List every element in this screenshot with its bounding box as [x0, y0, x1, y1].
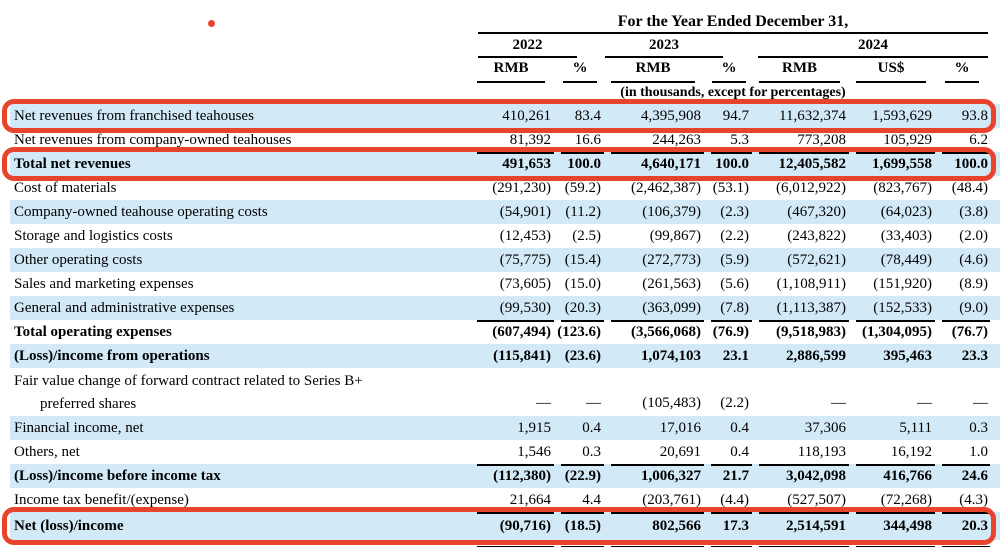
cell-value: 1,593,629 — [850, 104, 936, 128]
cell-value: (363,099) — [605, 296, 705, 320]
cell-value: — — [831, 395, 846, 411]
col-header-rmb-2023: RMB — [605, 57, 705, 83]
row-general-admin-expenses: General and administrative expenses (99,530) (20.3) (363,099) (7.8) (1,113,387) (152,533) (9.0) — [10, 296, 1000, 320]
cell-value: 93.8 — [936, 104, 1000, 128]
year-2024-group: 2024 — [753, 34, 1000, 58]
cell-value: 16.6 — [574, 132, 601, 148]
row-fair-value-change-forward-contract: Fair value change of forward contract related to Series B+ preferred shares — — (105,483) (2.2) — — — — [10, 368, 1000, 416]
cell-value: 17.3 — [705, 512, 753, 540]
col-header-rmb-2024: RMB — [753, 57, 850, 83]
col-header-rmb-2022: RMB — [471, 57, 555, 83]
row-loss-income-from-operations: (Loss)/income from operations (115,841) (23.6) 1,074,103 23.1 2,886,599 395,463 23.3 — [10, 344, 1000, 368]
cell-value: 5,111 — [850, 416, 936, 440]
cell-value: 0.4 — [705, 416, 753, 440]
cell-value: (99,530) — [471, 296, 555, 320]
col-header-pct-2023: % — [705, 57, 753, 83]
cell-value: (11.2) — [555, 200, 605, 224]
cell-value: — — [586, 395, 601, 411]
cell-value: (2,462,387) — [631, 180, 701, 196]
table-title: For the Year Ended December 31, — [478, 0, 988, 34]
cell-value: (33,403) — [880, 228, 932, 244]
cell-value: (54,901) — [471, 200, 555, 224]
cell-value: (272,773) — [605, 248, 705, 272]
cell-value: (823,767) — [873, 180, 932, 196]
cell-value: 773,208 — [797, 132, 846, 148]
cell-value: 5.3 — [730, 132, 749, 148]
cell-value: (15.4) — [555, 248, 605, 272]
cell-value: (203,761) — [642, 492, 701, 508]
row-others-net: Others, net 1,546 0.3 20,691 0.4 118,193 16,192 1.0 — [10, 440, 1000, 464]
cell-value: 410,261 — [471, 104, 555, 128]
cell-value: 2,886,599 — [753, 344, 850, 368]
cell-value: (9.0) — [936, 296, 1000, 320]
cell-value: (18.5) — [555, 512, 605, 540]
cell-value: (8.9) — [959, 276, 988, 292]
cell-value: (527,507) — [787, 492, 846, 508]
cell-value: (5.6) — [720, 276, 749, 292]
cell-value: 395,463 — [850, 344, 936, 368]
cell-value: (72,268) — [880, 492, 932, 508]
cell-value: (467,320) — [753, 200, 850, 224]
cell-value: 21,664 — [509, 492, 551, 508]
cell-value: (90,716) — [471, 512, 555, 540]
cell-value: (2.2) — [720, 228, 749, 244]
year-2023-group: 2023 — [605, 34, 753, 58]
cell-value: 11,632,374 — [753, 104, 850, 128]
cell-value: 1,006,327 — [605, 464, 705, 488]
cell-value: 802,566 — [605, 512, 705, 540]
cell-value: 0.3 — [582, 444, 601, 460]
cell-value: 0.4 — [730, 444, 749, 460]
cell-value: (48.4) — [951, 180, 988, 196]
cell-value: (9,518,983) — [753, 320, 850, 344]
cell-value: (243,822) — [787, 228, 846, 244]
cell-value: 118,193 — [797, 444, 846, 460]
cell-value: (3,566,068) — [605, 320, 705, 344]
cell-value: 344,498 — [850, 512, 936, 540]
cell-value: (12,453) — [499, 228, 551, 244]
cell-value: 17,016 — [605, 416, 705, 440]
cell-value: (1,113,387) — [753, 296, 850, 320]
cell-value: (76.9) — [705, 320, 753, 344]
cell-value: (4.6) — [936, 248, 1000, 272]
cell-value: (2.0) — [959, 228, 988, 244]
cell-value: (115,841) — [471, 344, 555, 368]
row-storage-logistics-costs: Storage and logistics costs (12,453) (2.5) (99,867) (2.2) (243,822) (33,403) (2.0) — [10, 224, 1000, 248]
cell-value: (99,867) — [649, 228, 701, 244]
cell-value: 6.2 — [969, 132, 988, 148]
cell-value: 4.4 — [582, 492, 601, 508]
cell-value: 416,766 — [850, 464, 936, 488]
cell-value: 1,074,103 — [605, 344, 705, 368]
cell-value: (20.3) — [555, 296, 605, 320]
row-financial-income-net: Financial income, net 1,915 0.4 17,016 0.4 37,306 5,111 0.3 — [10, 416, 1000, 440]
row-net-loss-income: Net (loss)/income (90,716) (18.5) 802,566 17.3 2,514,591 344,498 20.3 — [10, 512, 1000, 540]
cell-value: (572,621) — [753, 248, 850, 272]
cell-value: 1,699,558 — [850, 152, 936, 176]
year-2022-group: 2022 — [471, 34, 605, 58]
cell-value: (4.4) — [720, 492, 749, 508]
cell-value: 0.4 — [555, 416, 605, 440]
cell-value: (4.3) — [959, 492, 988, 508]
row-sales-marketing-expenses: Sales and marketing expenses (73,605) (15.0) (261,563) (5.6) (1,108,911) (151,920) (8.9) — [10, 272, 1000, 296]
cell-value: 100.0 — [555, 152, 605, 176]
cell-value: (1,304,095) — [850, 320, 936, 344]
cell-value: 491,653 — [471, 152, 555, 176]
row-income-tax-benefit-expense: Income tax benefit/(expense) 21,664 4.4 (203,761) (4.4) (527,507) (72,268) (4.3) — [10, 488, 1000, 512]
cell-value: (78,449) — [850, 248, 936, 272]
cell-value: 16,192 — [890, 444, 932, 460]
row-net-revenues-company-owned: Net revenues from company-owned teahouses 81,392 16.6 244,263 5.3 773,208 105,929 6.2 — [10, 128, 1000, 152]
cell-value: (73,605) — [499, 276, 551, 292]
col-header-pct-2022: % — [555, 57, 605, 83]
row-company-owned-operating-costs: Company-owned teahouse operating costs (54,901) (11.2) (106,379) (2.3) (467,320) (64,023) (3.8) — [10, 200, 1000, 224]
cell-value: — — [973, 395, 988, 411]
row-total-net-revenues: Total net revenues 491,653 100.0 4,640,171 100.0 12,405,582 1,699,558 100.0 — [10, 152, 1000, 176]
year-header-row — [10, 34, 1000, 57]
row-other-operating-costs: Other operating costs (75,775) (15.4) (272,773) (5.9) (572,621) (78,449) (4.6) — [10, 248, 1000, 272]
cell-value: 24.6 — [936, 464, 1000, 488]
cell-value: 105,929 — [883, 132, 932, 148]
cell-value: 244,263 — [652, 132, 701, 148]
cell-value: (112,380) — [471, 464, 555, 488]
cell-value: (152,533) — [850, 296, 936, 320]
red-dot-marker — [208, 20, 215, 27]
cell-value: — — [536, 395, 551, 411]
cell-value: (75,775) — [471, 248, 555, 272]
cell-value: (22.9) — [555, 464, 605, 488]
cell-value: 0.3 — [936, 416, 1000, 440]
cell-value: (2.5) — [572, 228, 601, 244]
cell-value: 21.7 — [705, 464, 753, 488]
cell-value: (261,563) — [642, 276, 701, 292]
cell-value: (15.0) — [564, 276, 601, 292]
cell-value: 37,306 — [753, 416, 850, 440]
cell-value: 23.1 — [705, 344, 753, 368]
cell-value: 12,405,582 — [753, 152, 850, 176]
cell-value: 81,392 — [509, 132, 551, 148]
cell-value: 2,514,591 — [753, 512, 850, 540]
cell-value: (59.2) — [564, 180, 601, 196]
cell-value: 4,640,171 — [605, 152, 705, 176]
cell-value: 20,691 — [659, 444, 701, 460]
row-cost-of-materials: Cost of materials (291,230) (59.2) (2,462,387) (53.1) (6,012,922) (823,767) (48.4) — [10, 176, 1000, 200]
cell-value: — — [917, 395, 932, 411]
units-note: (in thousands, except for percentages) — [620, 85, 846, 100]
cell-value: (291,230) — [492, 180, 551, 196]
cell-value: 1.0 — [969, 444, 988, 460]
double-rule-row — [10, 540, 1000, 547]
cell-value: (3.8) — [936, 200, 1000, 224]
cell-value: (123.6) — [555, 320, 605, 344]
cell-value: 100.0 — [936, 152, 1000, 176]
cell-value: (64,023) — [850, 200, 936, 224]
cell-value: 94.7 — [705, 104, 753, 128]
cell-value: (607,494) — [471, 320, 555, 344]
cell-value: 100.0 — [705, 152, 753, 176]
cell-value: 4,395,908 — [605, 104, 705, 128]
cell-value: (1,108,911) — [776, 276, 846, 292]
col-header-usd-2024: US$ — [850, 57, 936, 83]
cell-value: (2.3) — [705, 200, 753, 224]
cell-value: 3,042,098 — [753, 464, 850, 488]
row-total-operating-expenses: Total operating expenses (607,494) (123.6) (3,566,068) (76.9) (9,518,983) (1,304,095) (76.7) — [10, 320, 1000, 344]
cell-value: (53.1) — [712, 180, 749, 196]
cell-value: (2.2) — [720, 395, 749, 411]
cell-value: (106,379) — [605, 200, 705, 224]
cell-value: (6,012,922) — [776, 180, 846, 196]
column-header-row — [10, 57, 1000, 83]
cell-value: (23.6) — [555, 344, 605, 368]
cell-value: (151,920) — [873, 276, 932, 292]
cell-value: 83.4 — [555, 104, 605, 128]
cell-value: (105,483) — [642, 395, 701, 411]
cell-value: (7.8) — [705, 296, 753, 320]
cell-value: (76.7) — [936, 320, 1000, 344]
cell-value: 23.3 — [936, 344, 1000, 368]
cell-value: (5.9) — [705, 248, 753, 272]
cell-value: 1,915 — [471, 416, 555, 440]
cell-value: 20.3 — [936, 512, 1000, 540]
row-net-revenues-franchised: Net revenues from franchised teahouses 410,261 83.4 4,395,908 94.7 11,632,374 1,593,629 93.8 — [10, 104, 1000, 128]
row-loss-income-before-income-tax: (Loss)/income before income tax (112,380) (22.9) 1,006,327 21.7 3,042,098 416,766 24.6 — [10, 464, 1000, 488]
col-header-pct-2024: % — [936, 57, 1000, 83]
cell-value: 1,546 — [517, 444, 551, 460]
